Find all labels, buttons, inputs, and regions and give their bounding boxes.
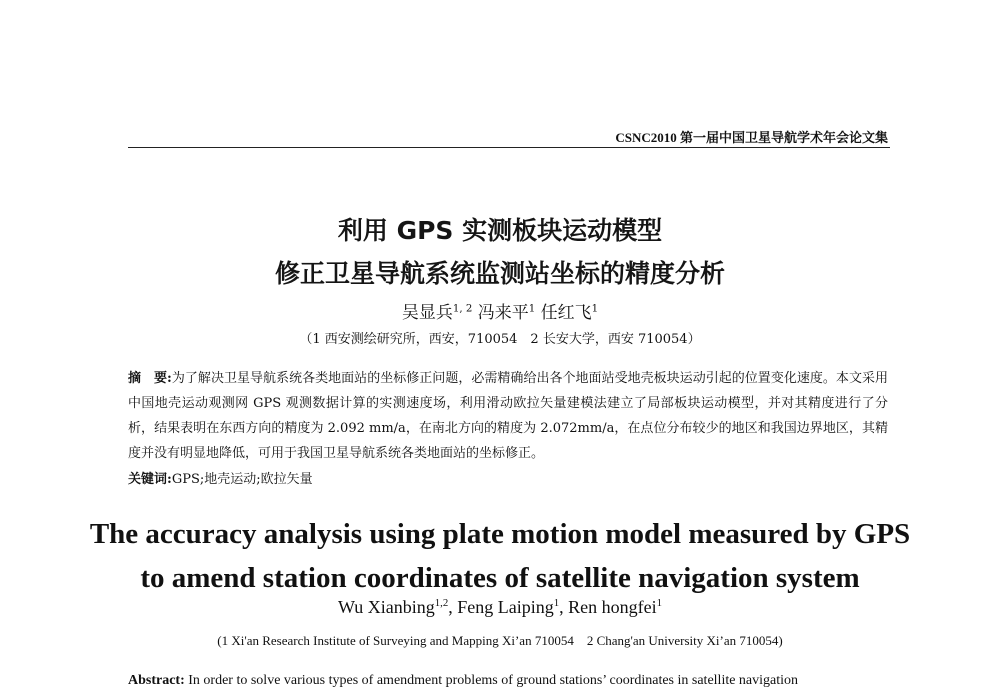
- cn-author-1: 吴显兵: [401, 303, 453, 323]
- en-author-3: Ren hongfei: [568, 597, 657, 617]
- cn-author-2: 冯来平: [477, 303, 529, 323]
- header-rule: [128, 147, 890, 148]
- chinese-keywords-text: GPS;地壳运动;欧拉矢量: [171, 472, 313, 487]
- english-title-line-1: The accuracy analysis using plate motion model measured by GPS: [89, 518, 911, 550]
- cn-author-3: 任红飞: [540, 303, 592, 323]
- english-title-line-2: to amend station coordinates of satellite navigation system: [140, 562, 860, 594]
- en-author-1-affil: 1,2: [434, 597, 449, 609]
- chinese-abstract: [128, 366, 888, 466]
- chinese-keywords-label: 关键词:: [128, 472, 172, 487]
- en-author-3-affil: 1: [656, 597, 663, 609]
- english-affiliation: (1 Xi'an Research Institute of Surveying and Mapping Xi’an 710054 2 Chang'an University Xi’an 710054): [217, 633, 783, 648]
- english-abstract: [128, 673, 888, 689]
- en-author-2-affil: 1: [553, 597, 560, 609]
- chinese-abstract-label: 摘 要:: [128, 371, 172, 386]
- english-abstract-text: In order to solve various types of amendment problems of ground stations’ coordinates in satellite navigation: [188, 673, 799, 688]
- chinese-title-line-1: 利用 GPS 实测板块运动模型: [337, 216, 663, 245]
- chinese-affiliation: （1 西安测绘研究所，西安，710054 2 长安大学，西安 710054）: [299, 332, 701, 347]
- running-header: CSNC2010 第一届中国卫星导航学术年会论文集: [615, 130, 888, 145]
- en-author-2: Feng Laiping: [457, 597, 554, 617]
- cn-author-1-affil: 1, 2: [452, 303, 473, 315]
- chinese-title-line-2: 修正卫星导航系统监测站坐标的精度分析: [274, 259, 725, 288]
- cn-author-3-affil: 1: [591, 303, 599, 315]
- chinese-authors: [0, 298, 1000, 323]
- cn-author-2-affil: 1: [528, 303, 536, 315]
- english-authors: Wu Xianbing$^{1,2}$, Feng Laiping$^1$, Ren hongfei$^1$: [337, 597, 663, 617]
- en-author-1: Wu Xianbing: [337, 597, 435, 617]
- chinese-keywords: [128, 468, 313, 487]
- english-abstract-label: Abstract:: [128, 673, 185, 688]
- chinese-abstract-text: 为了解决卫星导航系统各类地面站的坐标修正问题，必需精确给出各个地面站受地壳板块运动引起的位置变化速度。本文采用中国地壳运动观测网 GPS 观测数据计算的实测速度场，利用滑动欧拉矢量建模法建立了局部板块运动模型，并对其精度进行了分析，结果表明在东西方向的精度为 2.092 mm/a，在南北方向的精度为 2.072mm/a，在点位分布较少的地区和我国边界地区，其精度并没有明显地降低，可用于我国卫星导航系统各类地面站的坐标修正。: [128, 371, 888, 461]
